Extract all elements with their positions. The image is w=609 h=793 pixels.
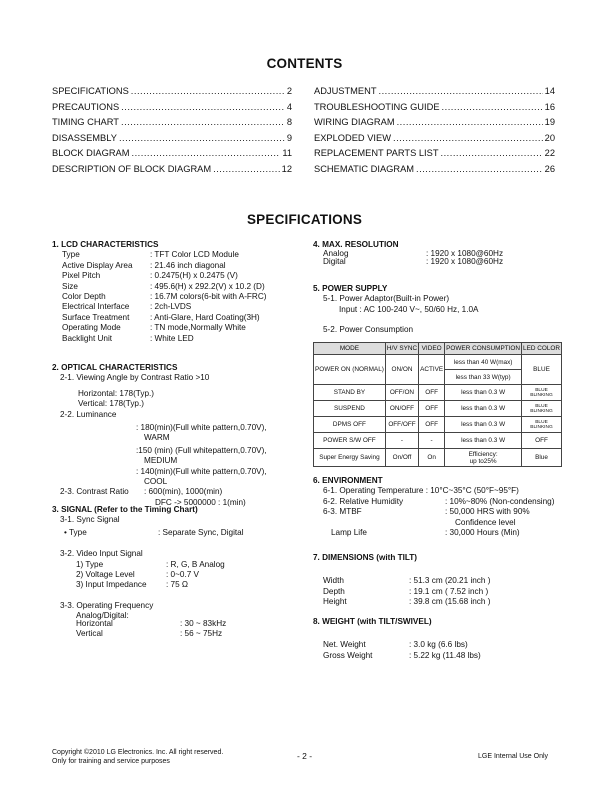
section-heading: 5. POWER SUPPLY (313, 284, 388, 293)
section-heading: 3. SIGNAL (Refer to the Timing Chart) (52, 505, 198, 514)
toc-entry[interactable]: REPLACEMENT PARTS LIST ..... 22 (314, 146, 555, 162)
table-row: POWER S/W OFF - - less than 0.3 W OFF (314, 433, 562, 449)
toc-entry[interactable]: BLOCK DIAGRAM ..... 11 (52, 146, 292, 162)
toc-entry[interactable]: PRECAUTIONS ..... 4 (52, 100, 292, 116)
toc-entry[interactable]: SPECIFICATIONS ..... 2 (52, 84, 292, 100)
section-heading: 8. WEIGHT (with TILT/SWIVEL) (313, 617, 432, 626)
table-row: STAND BY OFF/ON OFF less than 0.3 W BLUE BLINKING (314, 385, 562, 401)
power-consumption-table (313, 342, 562, 467)
footer-copyright: Copyright ©2010 LG Electronics. Inc. All right reserved. Only for training and service purposes (52, 749, 224, 765)
section-heading: 4. MAX. RESOLUTION (313, 240, 399, 249)
toc-entry[interactable]: SCHEMATIC DIAGRAM ..... 26 (314, 162, 555, 178)
table-header-row: MODE H/V SYNC VIDEO POWER CONSUMPTION LED COLOR (314, 343, 562, 355)
contents-title: CONTENTS (266, 56, 343, 71)
lcd-section: 1. LCD CHARACTERISTICS Type : TFT Color LCD Module Active Display Area : 21.46 inch diagonal Pixel Pitch : 0.2475(H) x 0.2475 (V) Size : 495.6(H) x 292.2(V) x 10.2 (D) Color Depth : 16.7M colors(6-bit with A-FRC) Electrical Interface : 2ch-LVDS Surface Treatment : Anti-Glare, Hard Coating(3H) Operating Mode : TN mode,Normally White Backlight Unit : White LED (52, 240, 267, 343)
table-row: Super Energy Saving On/Off On Efficiency: up to25% Blue (314, 449, 562, 467)
section-heading: 6. ENVIRONMENT (313, 476, 383, 485)
optical-section: 2. OPTICAL CHARACTERISTICS 2-1. Viewing Angle by Contrast Ratio >10 Horizontal: 178(Typ.) Vertical: 178(Typ.) 2-2. Luminance : 180(min)(Full white pattern,0.70V), WARM :150 (min) (Full whitepattern,0.70V), MEDIUM : 140(min)(Full white pattern,0.70V), COOL 2-3. Contrast Ratio : 600(min), 1000(min) DFC -> 5000000 : 1(min) (52, 363, 267, 507)
section-heading: 7. DIMENSIONS (with TILT) (313, 553, 418, 562)
toc-entry[interactable]: ADJUSTMENT ..... 14 (314, 84, 555, 100)
toc-right (314, 84, 555, 177)
table-row: less than 33 W(typ) (314, 370, 562, 385)
environment-section: 6. ENVIRONMENT 6-1. Operating Temperature : 10°C~35°C (50°F~95°F) 6-2. Relative Humidity : 10%~80% (Non-condensing) 6-3. MTBF : 50,000 HRS with 90% Confidence level Lamp Life : 30,000 Hours (Min) (313, 476, 555, 538)
page-number: - 2 - (296, 751, 313, 761)
power-section: 5. POWER SUPPLY 5-1. Power Adaptor(Built-in Power) Input : AC 100-240 V~, 50/60 Hz, 1.0A 5-2. Power Consumption (313, 284, 479, 335)
weight-section: 8. WEIGHT (with TILT/SWIVEL) Net. Weight : 3.0 kg (6.6 lbs) Gross Weight : 5.22 kg (11.48 lbs) (313, 617, 481, 660)
footer-internal: LGE Internal Use Only (478, 753, 549, 760)
signal-section: 3. SIGNAL (Refer to the Timing Chart) 3-1. Sync Signal • Type : Separate Sync, Digital 3-2. Video Input Signal 1) Type : R, G, B Analog 2) Voltage Level : 0~0.7 V 3) Input Impedance : 75 Ω 3-3. Operating Frequency Analog/Digital: Horizontal : 30 ~ 83kHz Vertical : 56 ~ 75Hz (52, 505, 244, 639)
table-row: DPMS OFF OFF/OFF OFF less than 0.3 W BLUE BLINKING (314, 417, 562, 433)
dimensions-section: 7. DIMENSIONS (with TILT) Width : 51.3 cm (20.21 inch ) Depth : 19.1 cm ( 7.52 inch ) Height : 39.8 cm (15.68 inch ) (313, 553, 491, 607)
toc-entry[interactable]: DISASSEMBLY ..... 9 (52, 131, 292, 147)
table-row: SUSPEND ON/OFF OFF less than 0.3 W BLUE BLINKING (314, 401, 562, 417)
toc-left (52, 84, 292, 177)
toc-entry[interactable]: TROUBLESHOOTING GUIDE ..... 16 (314, 100, 555, 116)
toc-entry[interactable]: DESCRIPTION OF BLOCK DIAGRAM ..... 12 (52, 162, 292, 178)
toc-entry[interactable]: WIRING DIAGRAM ..... 19 (314, 115, 555, 131)
section-heading: 1. LCD CHARACTERISTICS (52, 240, 159, 249)
spec-title: SPECIFICATIONS (246, 212, 363, 227)
toc-entry[interactable]: TIMING CHART ..... 8 (52, 115, 292, 131)
section-heading: 2. OPTICAL CHARACTERISTICS (52, 363, 178, 372)
resolution-section: 4. MAX. RESOLUTION Analog : 1920 x 1080@60Hz Digital : 1920 x 1080@60Hz (313, 240, 504, 267)
toc-entry[interactable]: EXPLODED VIEW ..... 20 (314, 131, 555, 147)
table-row: POWER ON (NORMAL) ON/ON ACTIVE less than 40 W(max) BLUE (314, 355, 562, 370)
